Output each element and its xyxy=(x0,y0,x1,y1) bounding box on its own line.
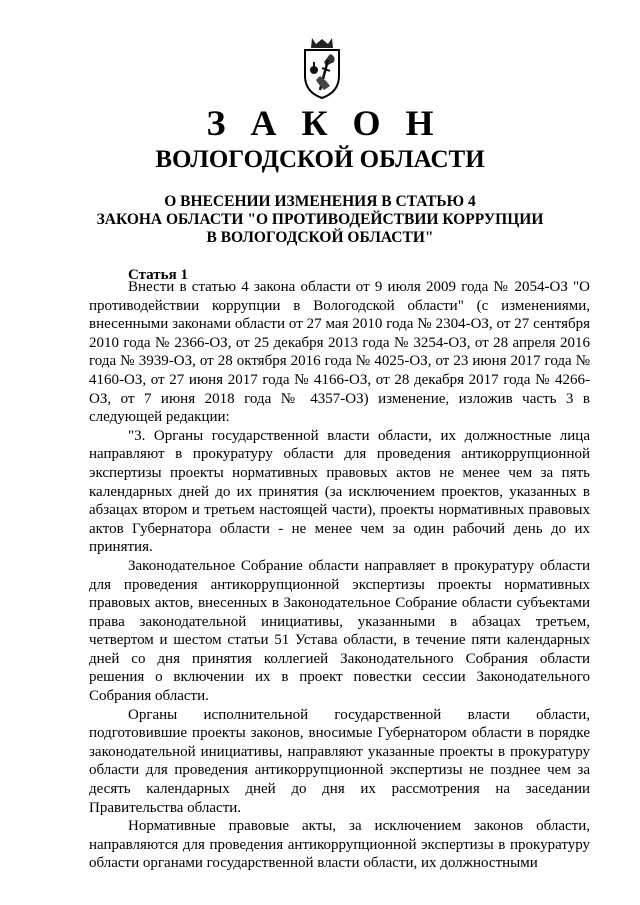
document-region: ВОЛОГОДСКОЙ ОБЛАСТИ xyxy=(155,146,485,173)
paragraph: Нормативные правовые акты, за исключением законов области, направляются для проведения антикоррупционной экспертизы в прокуратуру области органами государственной власти области, их должностными xyxy=(89,818,590,872)
document-subject xyxy=(0,193,640,247)
article-heading: Статья 1 xyxy=(128,267,188,283)
subject-line: ЗАКОНА ОБЛАСТИ "О ПРОТИВОДЕЙСТВИИ КОРРУПЦИИ xyxy=(96,211,544,228)
coat-of-arms-icon xyxy=(300,36,344,100)
subject-line: О ВНЕСЕНИИ ИЗМЕНЕНИЯ В СТАТЬЮ 4 xyxy=(164,193,476,210)
paragraph: "3. Органы государственной власти области, их должностные лица направляют в прокуратуру области для проведения антикоррупционной экспертизы проекты нормативных правовых актов не менее чем за пять календарных дней до их принятия (за исключением проектов, указанных в абзацах втором и третьем настоящей части), проекты нормативных правовых актов Губернатора области - не менее чем за один рабочий день до их принятия. xyxy=(89,427,590,556)
paragraph: Внести в статью 4 закона области от 9 июля 2009 года № 2054-ОЗ "О противодействии коррупции в Вологодской области" (с изменениями, внесенными законами области от 27 мая 2010 года № 2304-ОЗ, от 27 сентября 2010 года № 2366-ОЗ, от 25 декабря 2013 года № 3254-ОЗ, от 28 апреля 2016 года № 3939-ОЗ, от 28 октября 2016 года № 4025-ОЗ, от 23 июня 2017 года № 4160-ОЗ, от 27 июня 2017 года № 4166-ОЗ, от 28 декабря 2017 года № 4266-ОЗ, от 7 июня 2018 года № 4357-ОЗ) изменение, изложив часть 3 в следующей редакции: xyxy=(89,279,590,426)
paragraph: Законодательное Собрание области направляет в прокуратуру области для проведения антикоррупционной экспертизы проекты нормативных правовых актов, внесенных в Законодательное Собрание области субъектами права законодательной инициативы, указанными в абзацах третьем, четвертом и шестом статьи 51 Устава области, в течение пяти календарных дней со дня принятия коллегией Законодательного Собрания области решения о включении их в проект повестки сессии Законодательного Собрания области. xyxy=(89,557,590,705)
paragraph: Органы исполнительной государственной власти области, подготовившие проекты законов, вносимые Губернатором области в порядке законодательной инициативы, направляют указанные проекты в прокуратуру области для проведения антикоррупционной экспертизы не позднее чем за десять календарных дней до дня их рассмотрения на заседании Правительства области. xyxy=(89,706,590,816)
document-title: З А К О Н xyxy=(206,103,442,143)
subject-line: В ВОЛОГОДСКОЙ ОБЛАСТИ" xyxy=(206,229,434,246)
article-body xyxy=(89,278,590,873)
